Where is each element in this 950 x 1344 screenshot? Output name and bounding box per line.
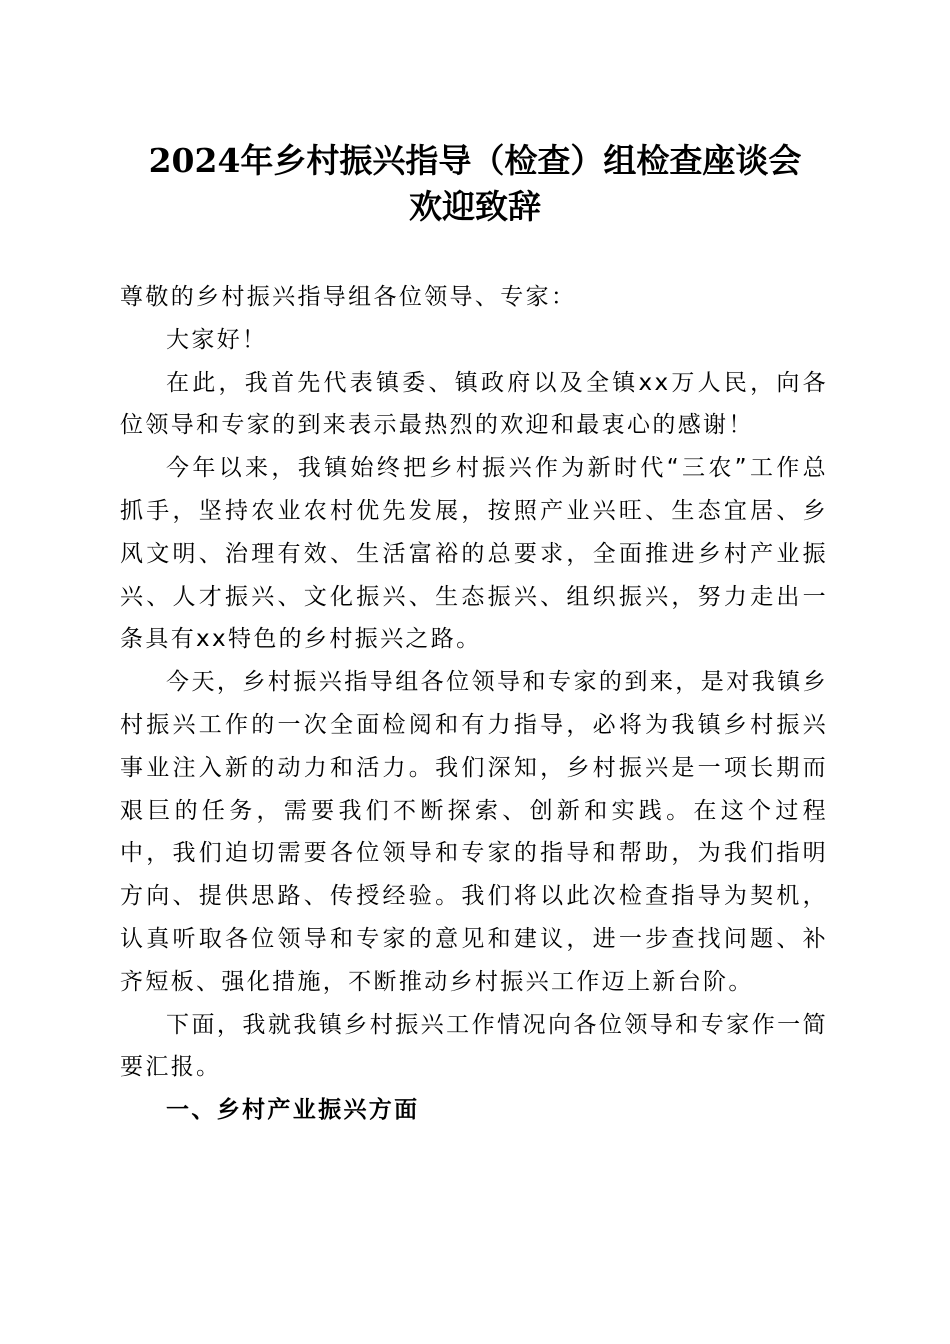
salutation: 尊敬的乡村振兴指导组各位领导、专家： [120, 284, 577, 310]
paragraph-significance: 今天，乡村振兴指导组各位领导和专家的到来，是对我镇乡村振兴工作的一次全面检阅和有力指导，必将为我镇乡村振兴事业注入新的动力和活力。我们深知，乡村振兴是一项长期而艰巨的任务，需要我们不断探索、创新和实践。在这个过程中，我们迫切需要各位领导和专家的指导和帮助，为我们指明方向、提供思路、传授经验。我们将以此次检查指导为契机，认真听取各位领导和专家的意见和建议，进一步查找问题、补齐短板、强化措施，不断推动乡村振兴工作迈上新台阶。 [120, 669, 828, 995]
paragraph-report-intro: 下面，我就我镇乡村振兴工作情况向各位领导和专家作一简要汇报。 [120, 1011, 828, 1081]
document-body [120, 276, 828, 1132]
paragraph-overview: 今年以来，我镇始终把乡村振兴作为新时代“三农”工作总抓手，坚持农业农村优先发展，按照产业兴旺、生态宜居、乡风文明、治理有效、生活富裕的总要求，全面推进乡村产业振兴、人才振兴、文化振兴、生态振兴、组织振兴，努力走出一条具有xx特色的乡村振兴之路。 [120, 455, 828, 653]
paragraph-welcome: 在此，我首先代表镇委、镇政府以及全镇xx万人民，向各位领导和专家的到来表示最热烈的欢迎和最衷心的感谢！ [120, 369, 828, 439]
section-heading: 一、乡村产业振兴方面 [166, 1097, 420, 1124]
document-title-line-2: 欢迎致辞 [409, 187, 541, 226]
paragraph-greeting: 大家好！ [166, 326, 268, 353]
document-title-line-1: 2024年乡村振兴指导（检查）组检查座谈会 [148, 141, 802, 180]
